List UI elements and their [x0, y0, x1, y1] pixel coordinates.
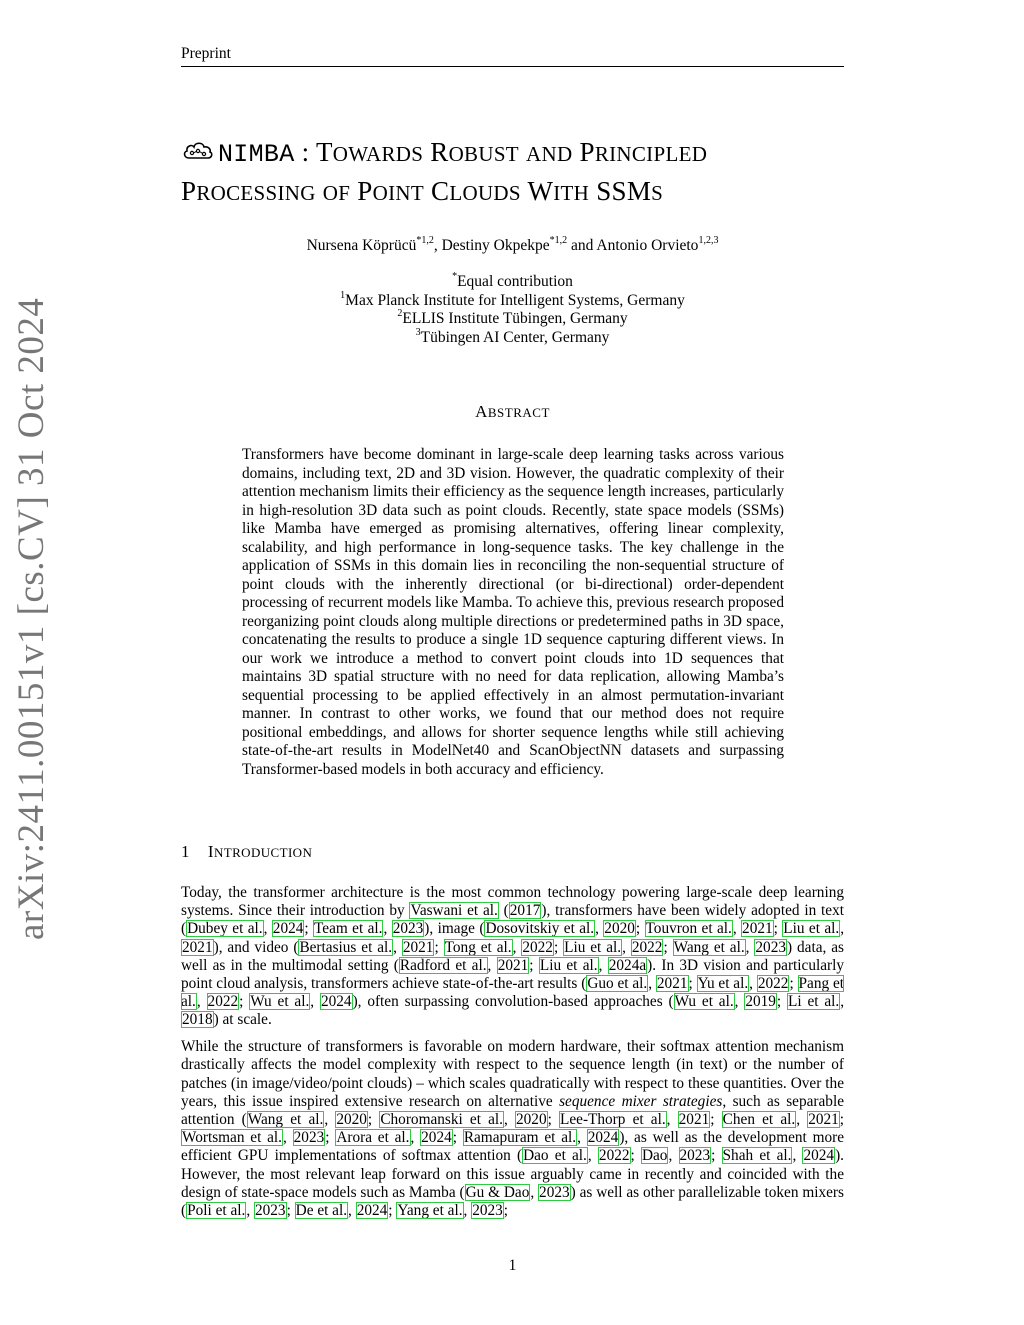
section-heading-rest: NTRODUCTION — [213, 845, 313, 860]
author-list: Nursena Köprücü$^{*1,2}$, Destiny Okpekpe$^{*1,2}$ and Antonio Orvieto$^{1,2,3}$ — [306, 235, 719, 254]
citation-link[interactable]: Guo et al. — [587, 975, 648, 993]
citation-link[interactable]: 2024a — [608, 956, 647, 974]
abstract-heading-rest: BSTRACT — [487, 405, 550, 420]
title-word-cap: P — [181, 176, 197, 206]
author-affiliation-marker: 1,2,3 — [698, 235, 719, 246]
citation-link[interactable]: Lee-Thorp et al. — [560, 1110, 666, 1128]
title-word-rest: OWARDS — [332, 142, 424, 166]
title-line-1-words — [316, 137, 707, 167]
citation-link[interactable]: 2024 — [272, 920, 304, 938]
citation-link[interactable]: Wu et al. — [250, 993, 310, 1011]
citation-link[interactable]: 2022 — [598, 1147, 630, 1165]
citation-link[interactable]: 2024 — [587, 1129, 619, 1147]
citation-link[interactable]: 2021 — [678, 1110, 710, 1128]
citation-link[interactable]: Liu et al. — [783, 920, 840, 938]
citation-link[interactable]: Gu & Dao — [465, 1183, 530, 1201]
citation-link[interactable]: 2017 — [509, 902, 541, 920]
citation-link[interactable]: Wang et al. — [673, 938, 745, 956]
affiliation-text: Tübingen AI Center, Germany — [420, 328, 610, 346]
title-word — [519, 137, 572, 167]
affiliation-text: Equal contribution — [457, 273, 573, 290]
section-heading-cap: I — [207, 842, 214, 861]
body-paragraph: Today, the transformer architecture is the most common technology powering large-scale deep learning systems. Since their introduction by Vaswani et al. (2017), transformers have been widely adopted in text (Dubey et al., 2024; Team et al., 2023), image (Dosovitskiy et al., 2020; Touvron et al., 2021; Liu et al., 2021), and video (Bertasius et al., 2021; Tong et al., 2022; Liu et al., 2022; Wang et al., 2023) data, as well as in the multimodal setting (Radford et al., 2021; Liu et al., 2024a). In 3D vision and particularly point cloud analysis, transformers achieve state-of-the-art results (Guo et al., 2021; Yu et al., 2022; Pang et al., 2022; Wu et al., 2024), often surpassing convolution-based approaches (Wu et al., 2019; Li et al., 2018) at scale. — [181, 884, 845, 1029]
title-word-cap: P — [357, 176, 373, 206]
citation-link[interactable]: Liu et al. — [539, 956, 598, 974]
citation-link[interactable]: Wang et al. — [247, 1110, 324, 1128]
citation-link[interactable]: Dao et al. — [523, 1147, 587, 1165]
citation-link[interactable]: 2023 — [254, 1201, 286, 1219]
title-word-rest: LOUDS — [449, 181, 521, 205]
running-header — [181, 44, 844, 67]
title-word-rest: S — [651, 181, 664, 205]
citation-link[interactable]: Arora et al. — [336, 1129, 410, 1147]
title-word-rest: AND — [526, 142, 573, 166]
citation-link[interactable]: 2022 — [207, 993, 239, 1011]
cloud-icon — [181, 137, 214, 163]
affiliation-line — [181, 273, 844, 292]
title-word — [316, 137, 423, 167]
title-word-cap: P — [579, 137, 595, 167]
affiliation-marker: 2 — [397, 308, 403, 319]
title-word — [350, 176, 424, 206]
citation-link[interactable]: Ramapuram et al. — [463, 1129, 577, 1147]
title-line-1 — [181, 134, 844, 173]
citation-link[interactable]: Team et al. — [314, 920, 383, 938]
citation-link[interactable]: 2021 — [497, 956, 529, 974]
affiliation-marker: 3 — [415, 326, 421, 338]
section-number: 1 — [181, 842, 190, 861]
citation-link[interactable]: 2023 — [392, 920, 424, 938]
title-line-2 — [181, 173, 844, 212]
affiliation-marker: 1 — [340, 289, 346, 301]
title-word-rest: ITH — [553, 181, 590, 205]
citation-link[interactable]: Bertasius et al. — [299, 938, 393, 956]
title-word-cap: T — [315, 137, 333, 167]
citation-link[interactable]: 2021 — [402, 938, 434, 956]
affiliation-text: Max Planck Institute for Intelligent Systems, Germany — [345, 291, 685, 309]
abstract-heading-cap: A — [475, 402, 488, 421]
body-paragraph: While the structure of transformers is favorable on modern hardware, their softmax attention mechanism drastically affects the model complexity with respect to the sequence length (in text) or the number of patches (in image/video/point clouds) – which scales quadratically with respect to these quantities. Over the years, this issue inspired extensive research on alternative sequence mixer strategies, such as separable attention (Wang et al., 2020; Choromanski et al., 2020; Lee-Thorp et al., 2021; Chen et al., 2021; Wortsman et al., 2023; Arora et al., 2024; Ramapuram et al., 2024), as well as the development more efficient GPU implementations of softmax attention (Dao et al., 2022; Dao, 2023; Shah et al., 2024). However, the most relevant leap forward on this issue arguably came in recently and coincided with the design of state-space models such as Mamba (Gu & Dao, 2023) as well as other parallelizable token mixers (Poli et al., 2023; De et al., 2024; Yang et al., 2023; — [181, 1038, 845, 1219]
author-name: Destiny Okpekpe — [441, 237, 550, 254]
citation-link[interactable]: Dao — [641, 1147, 668, 1165]
affiliation-marker: * — [452, 271, 458, 282]
citation-link[interactable]: Dubey et al. — [187, 920, 263, 938]
citation-link[interactable]: Vaswani et al. — [410, 902, 498, 920]
citation-link[interactable]: De et al. — [295, 1201, 348, 1219]
citation-link[interactable]: Yu et al. — [697, 975, 749, 993]
paper-title — [181, 134, 844, 212]
citation-link[interactable]: 2022 — [522, 938, 553, 956]
affiliation-line — [181, 326, 844, 348]
page-number: 1 — [508, 1257, 517, 1274]
title-word-rest: OBUST — [448, 142, 519, 166]
title-word — [572, 137, 707, 167]
citation-link[interactable]: Dosovitskiy et al. — [485, 920, 595, 938]
citation-link[interactable]: 2024 — [421, 1129, 452, 1147]
citation-link[interactable]: 2023 — [293, 1129, 325, 1147]
introduction-body — [181, 884, 844, 1229]
title-word-rest: OINT — [372, 181, 424, 205]
citation-link[interactable]: Chen et al. — [722, 1110, 796, 1128]
title-word — [423, 137, 519, 167]
citation-link[interactable]: Shah et al. — [722, 1147, 792, 1165]
title-word-cap: W — [527, 176, 554, 206]
author-name: Nursena Köprücü — [306, 237, 417, 254]
citation-link[interactable]: Pang et al. — [181, 975, 844, 1011]
citation-link[interactable]: Tong et al. — [444, 938, 512, 956]
title-word — [316, 176, 351, 206]
citation-link[interactable]: 2022 — [757, 975, 789, 993]
running-header-text: Preprint — [181, 45, 231, 62]
citation-link[interactable]: 2020 — [604, 920, 635, 938]
title-word-cap: SSM — [596, 176, 652, 206]
citation-link[interactable]: Li et al. — [788, 993, 840, 1011]
citation-link[interactable]: 2024 — [320, 993, 352, 1011]
citation-link[interactable]: 2021 — [656, 975, 688, 993]
citation-link[interactable]: 2021 — [182, 938, 213, 956]
citation-link[interactable]: 2022 — [631, 938, 663, 956]
affiliation-line — [181, 289, 844, 311]
abstract-body: Transformers have become dominant in large-scale deep learning tasks across various domains, including text, 2D and 3D vision. However, the quadratic complexity of their attention mechanism limits their efficiency as the sequence length increases, particularly in high-resolution 3D data such as point clouds. Recently, state space models (SSMs) like Mamba have emerged as promising alternatives, offering linear complexity, scalability, and high performance in long-sequence tasks. The key challenge in the application of SSMs in this domain lies in reconciling the non-sequential structure of point clouds with the inherently directional (or bi-directional) order-dependent processing of recurrent models like Mamba. To achieve this, previous research proposed reorganizing point clouds along multiple directions or predetermined paths in 3D space, concatenating the results to produce a single 1D sequence capturing different views. In our work we introduce a method to convert point clouds into 1D sequences that maintains 3D spatial structure with no need for data replication, allowing Mamba’s sequential processing to be applied effectively in an almost permutation-invariant manner. In contrast to other works, we found that our method does not require positional embeddings, and allows for shorter sequence lengths while still achieving state-of-the-art results in ModelNet40 and ScanObjectNN datasets and surpassing Transformer-based models in both accuracy and efficiency. — [242, 446, 784, 778]
citation-link[interactable]: 2023 — [539, 1183, 570, 1201]
affiliation-list — [181, 273, 844, 347]
title-word-rest: RINCIPLED — [594, 142, 708, 166]
title-separator: : — [294, 137, 316, 167]
title-word — [589, 176, 663, 206]
citation-link[interactable]: 2020 — [336, 1110, 367, 1128]
title-model-name: NIMBA — [218, 140, 295, 169]
citation-link[interactable]: Touvron et al. — [645, 920, 732, 938]
citation-link[interactable]: Wu et al. — [674, 993, 734, 1011]
author-affiliation-marker: *1,2 — [549, 235, 568, 246]
title-word-cap: C — [431, 176, 450, 206]
citation-link[interactable]: 2023 — [755, 938, 786, 956]
title-word — [521, 176, 589, 206]
citation-link[interactable]: Yang et al. — [397, 1201, 463, 1219]
emphasized-text: sequence mixer strategies — [559, 1092, 723, 1110]
citation-link[interactable]: 2021 — [808, 1110, 839, 1128]
abstract-heading — [181, 402, 844, 422]
author-name: Antonio Orvieto — [596, 237, 699, 254]
citation-link[interactable]: 2024 — [803, 1147, 835, 1165]
title-word — [424, 176, 521, 206]
citation-link[interactable]: Choromanski et al. — [380, 1110, 503, 1128]
citation-link[interactable]: 2024 — [356, 1201, 388, 1219]
citation-link[interactable]: Wortsman et al. — [182, 1129, 283, 1147]
arxiv-identifier[interactable]: arXiv:2411.00151v1 [cs.CV] 31 Oct 2024 — [11, 297, 52, 940]
citation-link[interactable]: Poli et al. — [187, 1201, 246, 1219]
title-word-rest: ROCESSING — [196, 181, 316, 205]
section-heading-introduction — [181, 842, 312, 862]
citation-link[interactable]: 2019 — [745, 993, 776, 1011]
author-affiliation-marker: *1,2 — [416, 235, 434, 246]
citation-link[interactable]: Radford et al. — [399, 956, 487, 974]
citation-link[interactable]: 2023 — [472, 1201, 503, 1219]
citation-link[interactable]: Liu et al. — [564, 938, 622, 956]
affiliation-line — [181, 310, 844, 329]
title-word-cap: R — [430, 137, 449, 167]
citation-link[interactable]: 2023 — [679, 1147, 711, 1165]
citation-link[interactable]: 2021 — [742, 920, 773, 938]
citation-link[interactable]: 2018 — [182, 1011, 213, 1029]
title-word — [181, 176, 316, 206]
citation-link[interactable]: 2020 — [516, 1110, 547, 1128]
affiliation-text: ELLIS Institute Tübingen, Germany — [402, 310, 628, 327]
title-word-rest: OF — [322, 181, 351, 205]
